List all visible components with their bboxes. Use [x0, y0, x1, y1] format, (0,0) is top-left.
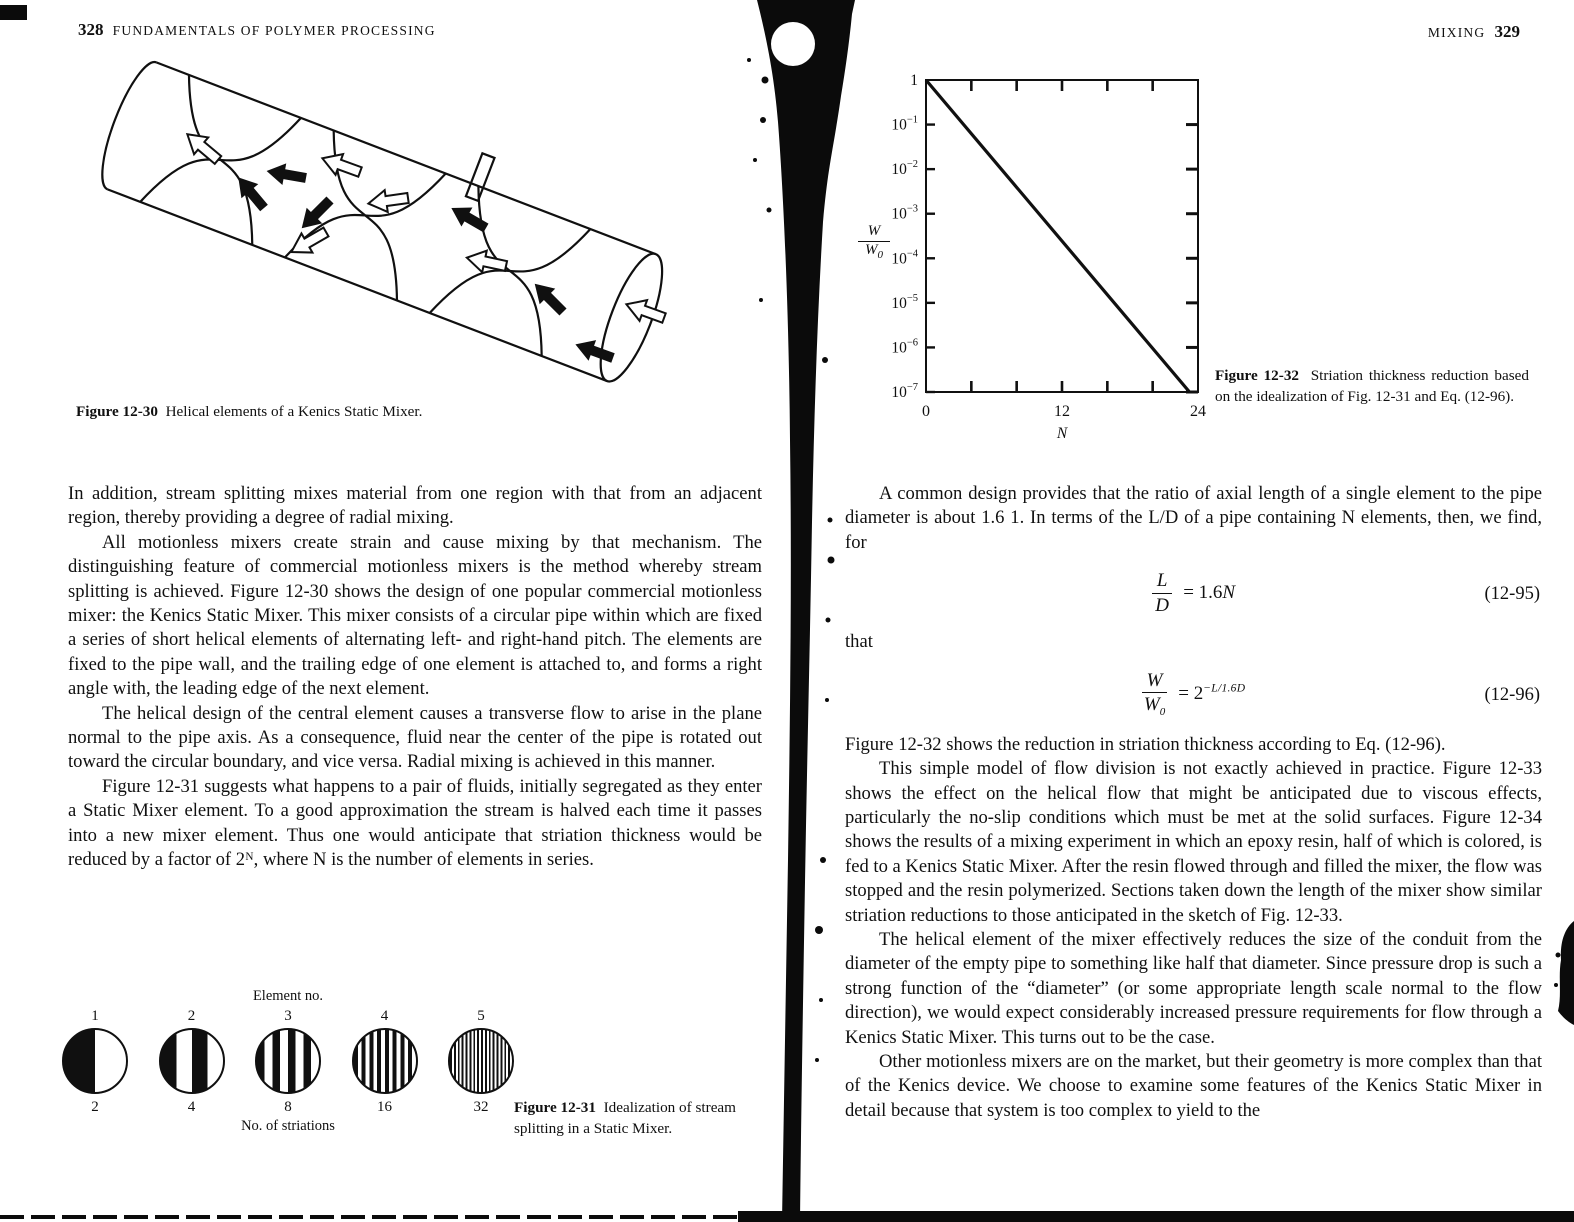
edge-ink-blob: [1548, 915, 1574, 1030]
chart-data-line: [926, 80, 1190, 392]
striation-count: 8: [284, 1099, 292, 1115]
figure-12-32-caption-label: Figure 12-32: [1215, 367, 1300, 384]
corner-scan-mark: [0, 5, 27, 20]
x-tick-label: 24: [1190, 403, 1206, 420]
figure-12-31-caption-text: Idealization of stream splitting in a Static Mixer.: [514, 1099, 736, 1137]
right-page-paragraphs: [845, 733, 1542, 1124]
right-header-title: MIXING: [1427, 25, 1486, 40]
paragraph: The helical element of the mixer effectively reduces the size of the conduit from the diameter of the empty pipe to something like half that diameter. Since pressure drop is such a strong function of the “diameter” (or some appropriate length scale normal to the flow direction), we would expect considerably increased pressure requirements for flow through a Kenics Static Mixer. This turns out to be the case.: [845, 929, 1542, 1048]
y-tick-label: $10^{-1}$: [891, 114, 918, 134]
striation-count: 2: [91, 1099, 99, 1115]
figure-12-30-caption-label: Figure 12-30: [76, 403, 158, 420]
y-tick-label: $10^{-7}$: [891, 382, 918, 401]
paragraph: In addition, stream splitting mixes material from one region with that from an adjacent region, thereby providing a degree of radial mixing.: [68, 483, 762, 529]
x-tick-label: 0: [922, 403, 930, 420]
left-page-number: 328: [78, 20, 104, 39]
striation-circle: [159, 1028, 225, 1094]
paragraph: Figure 12-32 shows the reduction in striation thickness according to Eq. (12-96).: [845, 733, 1446, 755]
y-label-numerator: W: [858, 224, 890, 242]
eq96-number: (12-96): [1484, 684, 1540, 705]
equation-12-95: [845, 571, 1542, 616]
figure-12-31-circles-row: [62, 1007, 514, 1116]
figure-12-31-top-label: Element no.: [252, 988, 324, 1004]
eq95-number: (12-95): [1484, 583, 1540, 604]
left-running-header: [78, 20, 436, 40]
striation-circle-item: [352, 1007, 418, 1116]
figure-12-30-caption: [76, 402, 546, 423]
element-number: 4: [380, 1008, 389, 1024]
x-tick-label: 12: [1054, 403, 1070, 420]
y-label-denominator: $W_0$: [865, 241, 883, 261]
figure-12-31: [62, 988, 514, 1135]
striation-circle-item: [255, 1007, 321, 1116]
paragraph: This simple model of flow division is not exactly achieved in practice. Figure 12-33 shows the effect on the helical flow that might be anticipated due to viscous effects, particularly the no-slip conditions which must be met at the solid surfaces. Figure 12-34 shows the results of a mixing experiment in which an epoxy resin, half of which is colored, is fed to a Kenics Static Mixer. After the resin flowed through and filled the mixer, the flow was stopped and the resin polymerized. Sections taken down the length of the mixer show similar striation reductions to those anticipated in the sketch of Fig. 12-33.: [845, 758, 1542, 926]
right-page-body-text: [845, 482, 1542, 1123]
y-tick-label: $10^{-4}$: [891, 248, 918, 268]
striation-circle: [448, 1028, 514, 1094]
connector-word: that: [845, 631, 873, 653]
equation-12-95-fraction: [1152, 571, 1173, 616]
striation-circle: [255, 1028, 321, 1094]
striation-circle: [352, 1028, 418, 1094]
element-number: 2: [187, 1008, 196, 1024]
striation-count: 32: [473, 1099, 489, 1115]
figure-12-30-caption-text: Helical elements of a Kenics Static Mixer.: [165, 403, 423, 420]
striation-reduction-chart: [856, 58, 1206, 448]
striation-circle-item: [159, 1007, 225, 1116]
right-page-number: 329: [1494, 22, 1520, 41]
y-tick-label: $10^{-5}$: [891, 292, 918, 312]
right-running-header: [1428, 22, 1520, 42]
striation-circle: [62, 1028, 128, 1094]
paragraph: A common design provides that the ratio of axial length of a single element to the pipe diameter is about 1.6 1. In terms of the L/D of a pipe containing N elements, then, we find, for: [845, 483, 1542, 553]
striation-count: 4: [187, 1099, 196, 1115]
figure-12-31-bottom-label: No. of striations: [241, 1118, 335, 1134]
element-number: 3: [284, 1008, 292, 1024]
bottom-scan-dashes: [0, 1215, 738, 1219]
equation-12-96-fraction: [1142, 671, 1168, 719]
figure-12-32-caption: [1215, 366, 1529, 407]
figure-12-32-caption-text: Striation thickness reduction based on the idealization of Fig. 12-31 and Eq. (12-96).: [1215, 367, 1529, 405]
chart-y-axis-label: [858, 224, 890, 261]
eq95-rhs: = 1.6N: [1183, 582, 1236, 604]
y-tick-label: $10^{-6}$: [891, 337, 918, 357]
left-header-title: FUNDAMENTALS OF POLYMER PROCESSING: [112, 23, 436, 38]
y-tick-label: $10^{-2}$: [891, 159, 918, 179]
eq96-denominator: $W_0$: [1143, 694, 1166, 719]
eq96-rhs: = $2^{-L/1.6D}$: [1178, 682, 1246, 704]
eq95-denominator: D: [1155, 595, 1170, 617]
paragraph: Other motionless mixers are on the market, but their geometry is more complex than that of the Kenics device. We choose to examine some features of the Kenics Static Mixer in detail because that system is too complex to yield to the: [845, 1051, 1542, 1121]
y-tick-label: 1: [910, 72, 918, 89]
element-number: 1: [91, 1008, 99, 1024]
striation-circle-item: [62, 1007, 128, 1116]
bottom-scan-bar: [738, 1211, 1574, 1222]
figure-12-31-caption-label: Figure 12-31: [514, 1099, 596, 1116]
equation-12-96: [845, 671, 1542, 719]
figure-12-31-caption: [514, 1098, 766, 1139]
paragraph: All motionless mixers create strain and cause mixing by that mechanism. The distinguishing feature of commercial motionless mixers is the method whereby stream splitting is achieved. Figure 12-30 shows the design of one popular commercial motionless mixer: the Kenics Static Mixer. This mixer consists of a circular pipe within which are fixed a series of short helical elements of alternating left- and right-hand pitch. The elements are fixed to the pipe wall, and the trailing edge of one element is attached to, and forms a right angle with, the leading edge of the next element.: [68, 531, 762, 700]
element-number: 5: [477, 1008, 485, 1024]
y-tick-label: $10^{-3}$: [891, 203, 918, 223]
striation-circle-item: [448, 1007, 514, 1116]
eq96-numerator: W: [1142, 671, 1168, 694]
striation-count: 16: [377, 1099, 392, 1115]
paragraph: Figure 12-31 suggests what happens to a pair of fluids, initially segregated as they enter a Static Mixer element. To a good approximation the stream is halved each time it passes into a new mixer element. Thus one would anticipate that striation thickness would be reduced by a factor of 2ᴺ, where N is the number of elements in series.: [68, 775, 762, 871]
paragraph: The helical design of the central element causes a transverse flow to arise in the plane normal to the pipe axis. As a consequence, fluid near the center of the pipe is rotated out toward the circular boundary, and vice versa. Radial mixing is achieved in this manner.: [68, 702, 762, 773]
eq95-numerator: L: [1152, 571, 1173, 594]
x-axis-label: N: [1056, 425, 1068, 442]
left-page-body-text: [68, 482, 762, 873]
helical-mixer-figure: [68, 50, 728, 395]
